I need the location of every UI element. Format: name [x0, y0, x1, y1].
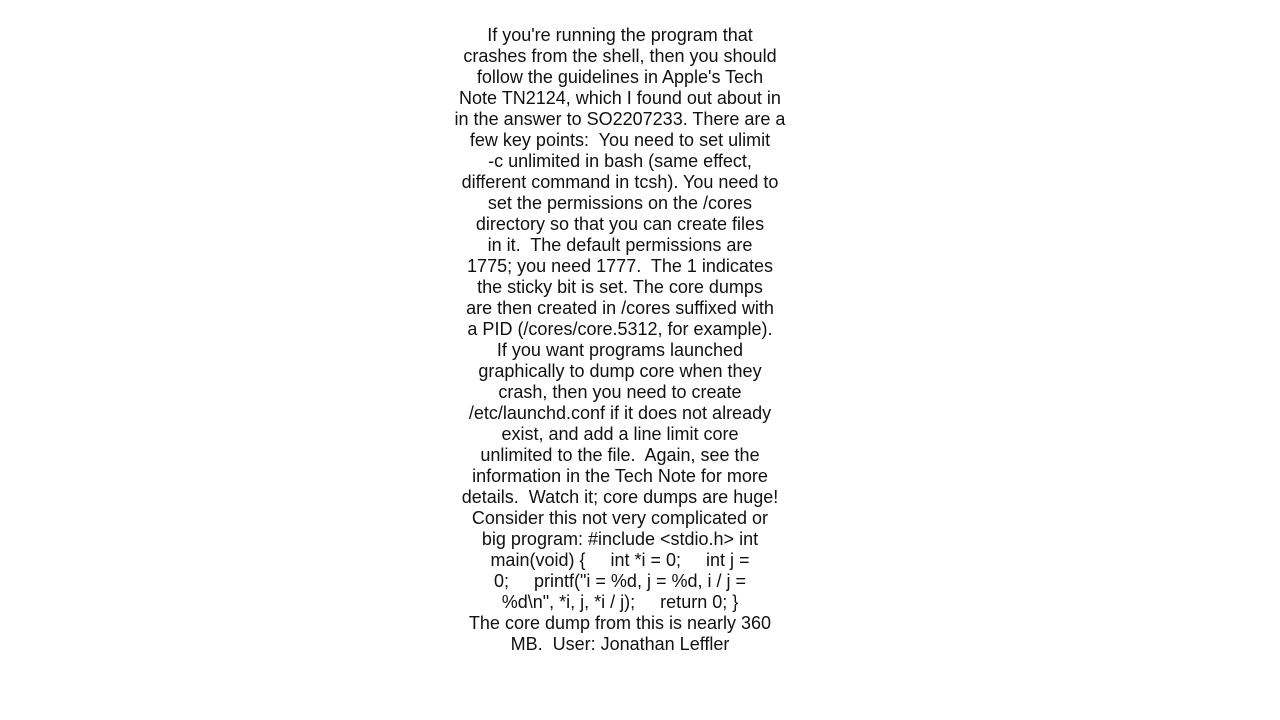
answer-line: 1775; you need 1777. The 1 indicates: [467, 256, 773, 276]
answer-line: directory so that you can create files: [475, 214, 765, 234]
answer-line: If you're running the program that: [487, 25, 753, 45]
answer-text: [450, 25, 790, 655]
answer-line: If you want programs launched: [496, 340, 744, 360]
answer-line: in it. The default permissions are: [487, 235, 753, 255]
answer-line: few key points: You need to set ulimit: [469, 130, 771, 150]
answer-line: -c unlimited in bash (same effect,: [488, 151, 752, 171]
answer-line: crash, then you need to create: [498, 382, 742, 402]
answer-line: MB. User: Jonathan Leffler: [510, 634, 730, 654]
answer-line: unlimited to the file. Again, see the: [480, 445, 760, 465]
answer-line: Note TN2124, which I found out about in: [459, 88, 781, 108]
answer-line: 0; printf("i = %d, j = %d, i / j =: [494, 571, 746, 591]
answer-line: details. Watch it; core dumps are huge!: [461, 487, 779, 507]
answer-line: graphically to dump core when they: [478, 361, 762, 381]
answer-line: in the answer to SO2207233. There are a: [454, 109, 786, 129]
answer-line: big program: #include <stdio.h> int: [481, 529, 759, 549]
answer-line: are then created in /cores suffixed with: [466, 298, 774, 318]
answer-line: exist, and add a line limit core: [501, 424, 739, 444]
answer-line: /etc/launchd.conf if it does not already: [468, 403, 772, 423]
answer-line: different command in tcsh). You need to: [461, 172, 779, 192]
answer-line: Consider this not very complicated or: [471, 508, 769, 528]
answer-line: follow the guidelines in Apple's Tech: [476, 67, 764, 87]
answer-line: crashes from the shell, then you should: [463, 46, 777, 66]
answer-line: The core dump from this is nearly 360: [468, 613, 772, 633]
answer-line: %d\n", *i, j, *i / j); return 0; }: [501, 592, 739, 612]
answer-line: set the permissions on the /cores: [487, 193, 753, 213]
answer-line: information in the Tech Note for more: [472, 466, 768, 486]
answer-line: a PID (/cores/core.5312, for example).: [467, 319, 773, 339]
answer-line: main(void) { int *i = 0; int j =: [490, 550, 750, 570]
answer-line: the sticky bit is set. The core dumps: [477, 277, 763, 297]
